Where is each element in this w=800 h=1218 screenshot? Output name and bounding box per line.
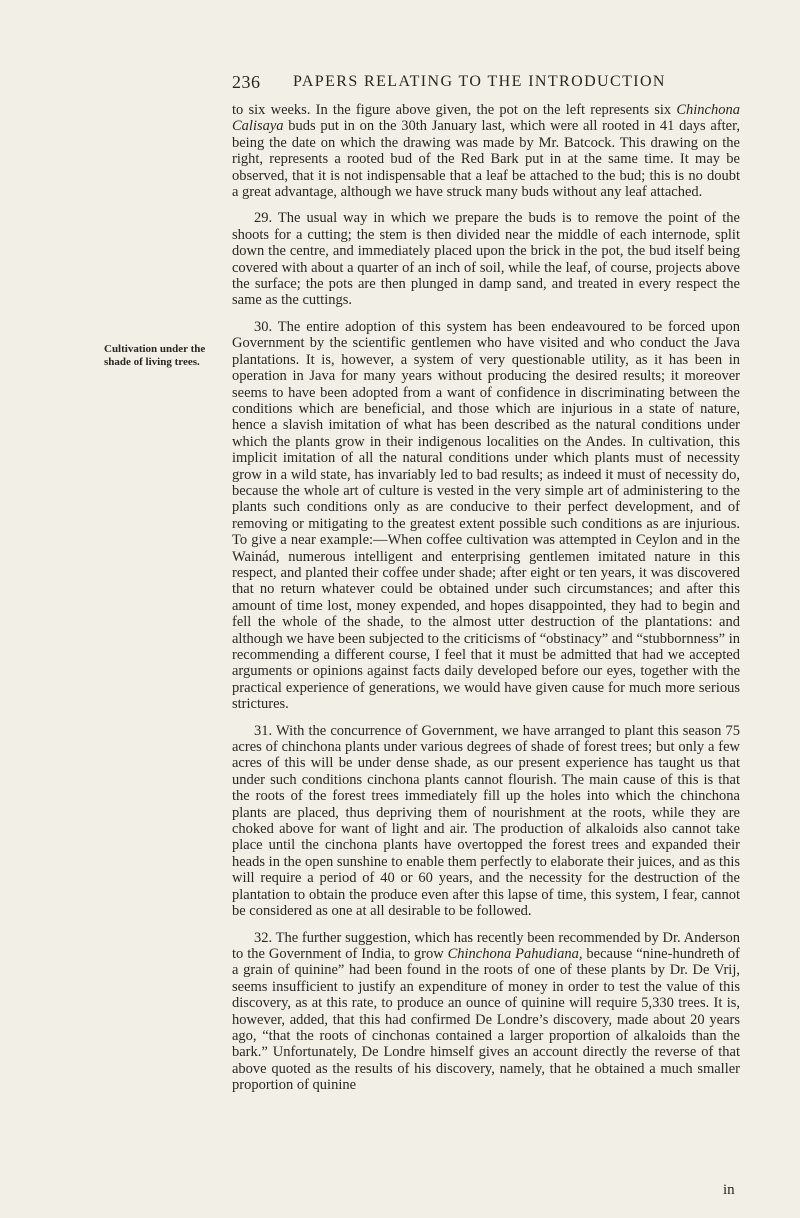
paragraph-28-continued [232,102,740,200]
text-run: 32. The further suggestion, which has recently been recommended by Dr. Anderson to the Government of India, to grow [232,929,740,962]
species-name: Chinchona Calisaya [232,102,740,135]
catchword: in [723,1182,735,1198]
text-run: to six weeks. In the figure above given, the pot on the left represents six [232,102,677,118]
paragraph-32 [232,930,740,1094]
species-name: Chinchona Pahudiana, [447,945,583,962]
text-run: 29. The usual way in which we prepare the buds is to remove the point of the shoots for a cutting; the stem is then divided near the middle of each internode, split down the centre, and immediately placed upon the brick in the pot, the bud itself being covered with about a quarter of an inch of soil, while the leaf, of course, projects above the surface; the pots are then plunged in damp sand, and treated in every respect the same as the cuttings. [232,210,740,309]
paragraph-29 [232,210,740,308]
page-number: 236 [232,72,261,92]
side-note: Cultivation under the shade of living trees. [104,343,206,368]
page-header [0,72,800,94]
body-text [232,102,740,1094]
text-run: 30. The entire adoption of this system has been endeavoured to be forced upon Government by the scientific gentlemen who have visited and who conduct the Java plantations. It is, however, a system of very questionable utility, as it has been in operation in Java for many years without producing the desired results; it moreover seems to have been adopted from a want of confidence in discriminating between the conditions which are beneficial, and those which are injurious in a state of nature, hence a slavish imitation of what has been described as the natural conditions under which the plants grow in their indigenous localities on the Andes. In cultivation, this implicit imitation of all the natural conditions under which plants must of necessity grow in a wild state, has invariably led to bad results; as indeed it must of necessity do, because the whole art of culture is vested in the very simple art of administering to the plants such conditions only as are conducive to their perfect development, and of removing or mitigating to the greatest extent possible such conditions as are injurious. To give a near example:—When coffee cultivation was attempted in Ceylon and in the Wainád, numerous intelligent and enterprising gentlemen imitated nature in this respect, and planted their coffee under shade; after eight or ten years, it was discovered that no return whatever could be obtained under such circumstances; and after this amount of time lost, money expended, and hopes disappointed, they had to begin and fell the whole of the shade, to the almost utter destruction of the plantations: and although we have been subjected to the criticisms of “obstinacy” and “stubbornness” in recommending a different course, I feel that it must be admitted that had we accepted arguments or opinions against facts daily developed before our eyes, together with the practical experience of generations, we would have given cause for much more serious strictures. [232,318,740,713]
text-run: because “nine-hundreth of a grain of quinine” had been found in the roots of one of these plants by Dr. De Vrij, seems insufficient to justify an expenditure of money in order to test the value of this discovery, as at this rate, to produce an ounce of quinine will require 5,330 trees. It is, however, added, that this had confirmed De Londre’s discovery, made about 20 years ago, “that the roots of cinchonas contained a larger proportion of alkaloids than the bark.” Unfortunately, De Londre himself gives an account directly the reverse of that above quoted as the results of his discovery, namely, that he obtained a much smaller proportion of quinine [232,945,740,1094]
text-run: buds put in on the 30th January last, which were all rooted in 41 days after, being the date on which the drawing was made by Mr. Batcock. This drawing on the right, represents a rooted bud of the Red Bark put in at the same time. It may be observed, that it is not indispensable that a leaf be attached to the bud; this is no doubt a great advantage, although we have struck many buds without any leaf attached. [232,118,740,201]
running-head: PAPERS RELATING TO THE INTRODUCTION [293,73,666,90]
paragraph-31 [232,723,740,920]
paragraph-30 [232,319,740,713]
text-run: 31. With the concurrence of Government, we have arranged to plant this season 75 acres of chinchona plants under various degrees of shade of forest trees; but only a few acres of this will be under dense shade, as our present experience has taught us that under such conditions cinchona plants cannot flourish. The main cause of this is that the roots of the forest trees immediately fill up the holes into which the chinchona plants are placed, thus depriving them of nourishment at the roots, while they are choked above for want of light and air. The production of alkaloids also cannot take place until the cinchona plants have overtopped the forest trees and expanded their heads in the open sunshine to enable them perfectly to elaborate their juices, and as this will require a period of 40 or 60 years, and the necessity for the destruction of the plantation to obtain the produce even after this lapse of time, this system, I fear, cannot be considered as one at all desirable to be followed. [232,722,740,920]
